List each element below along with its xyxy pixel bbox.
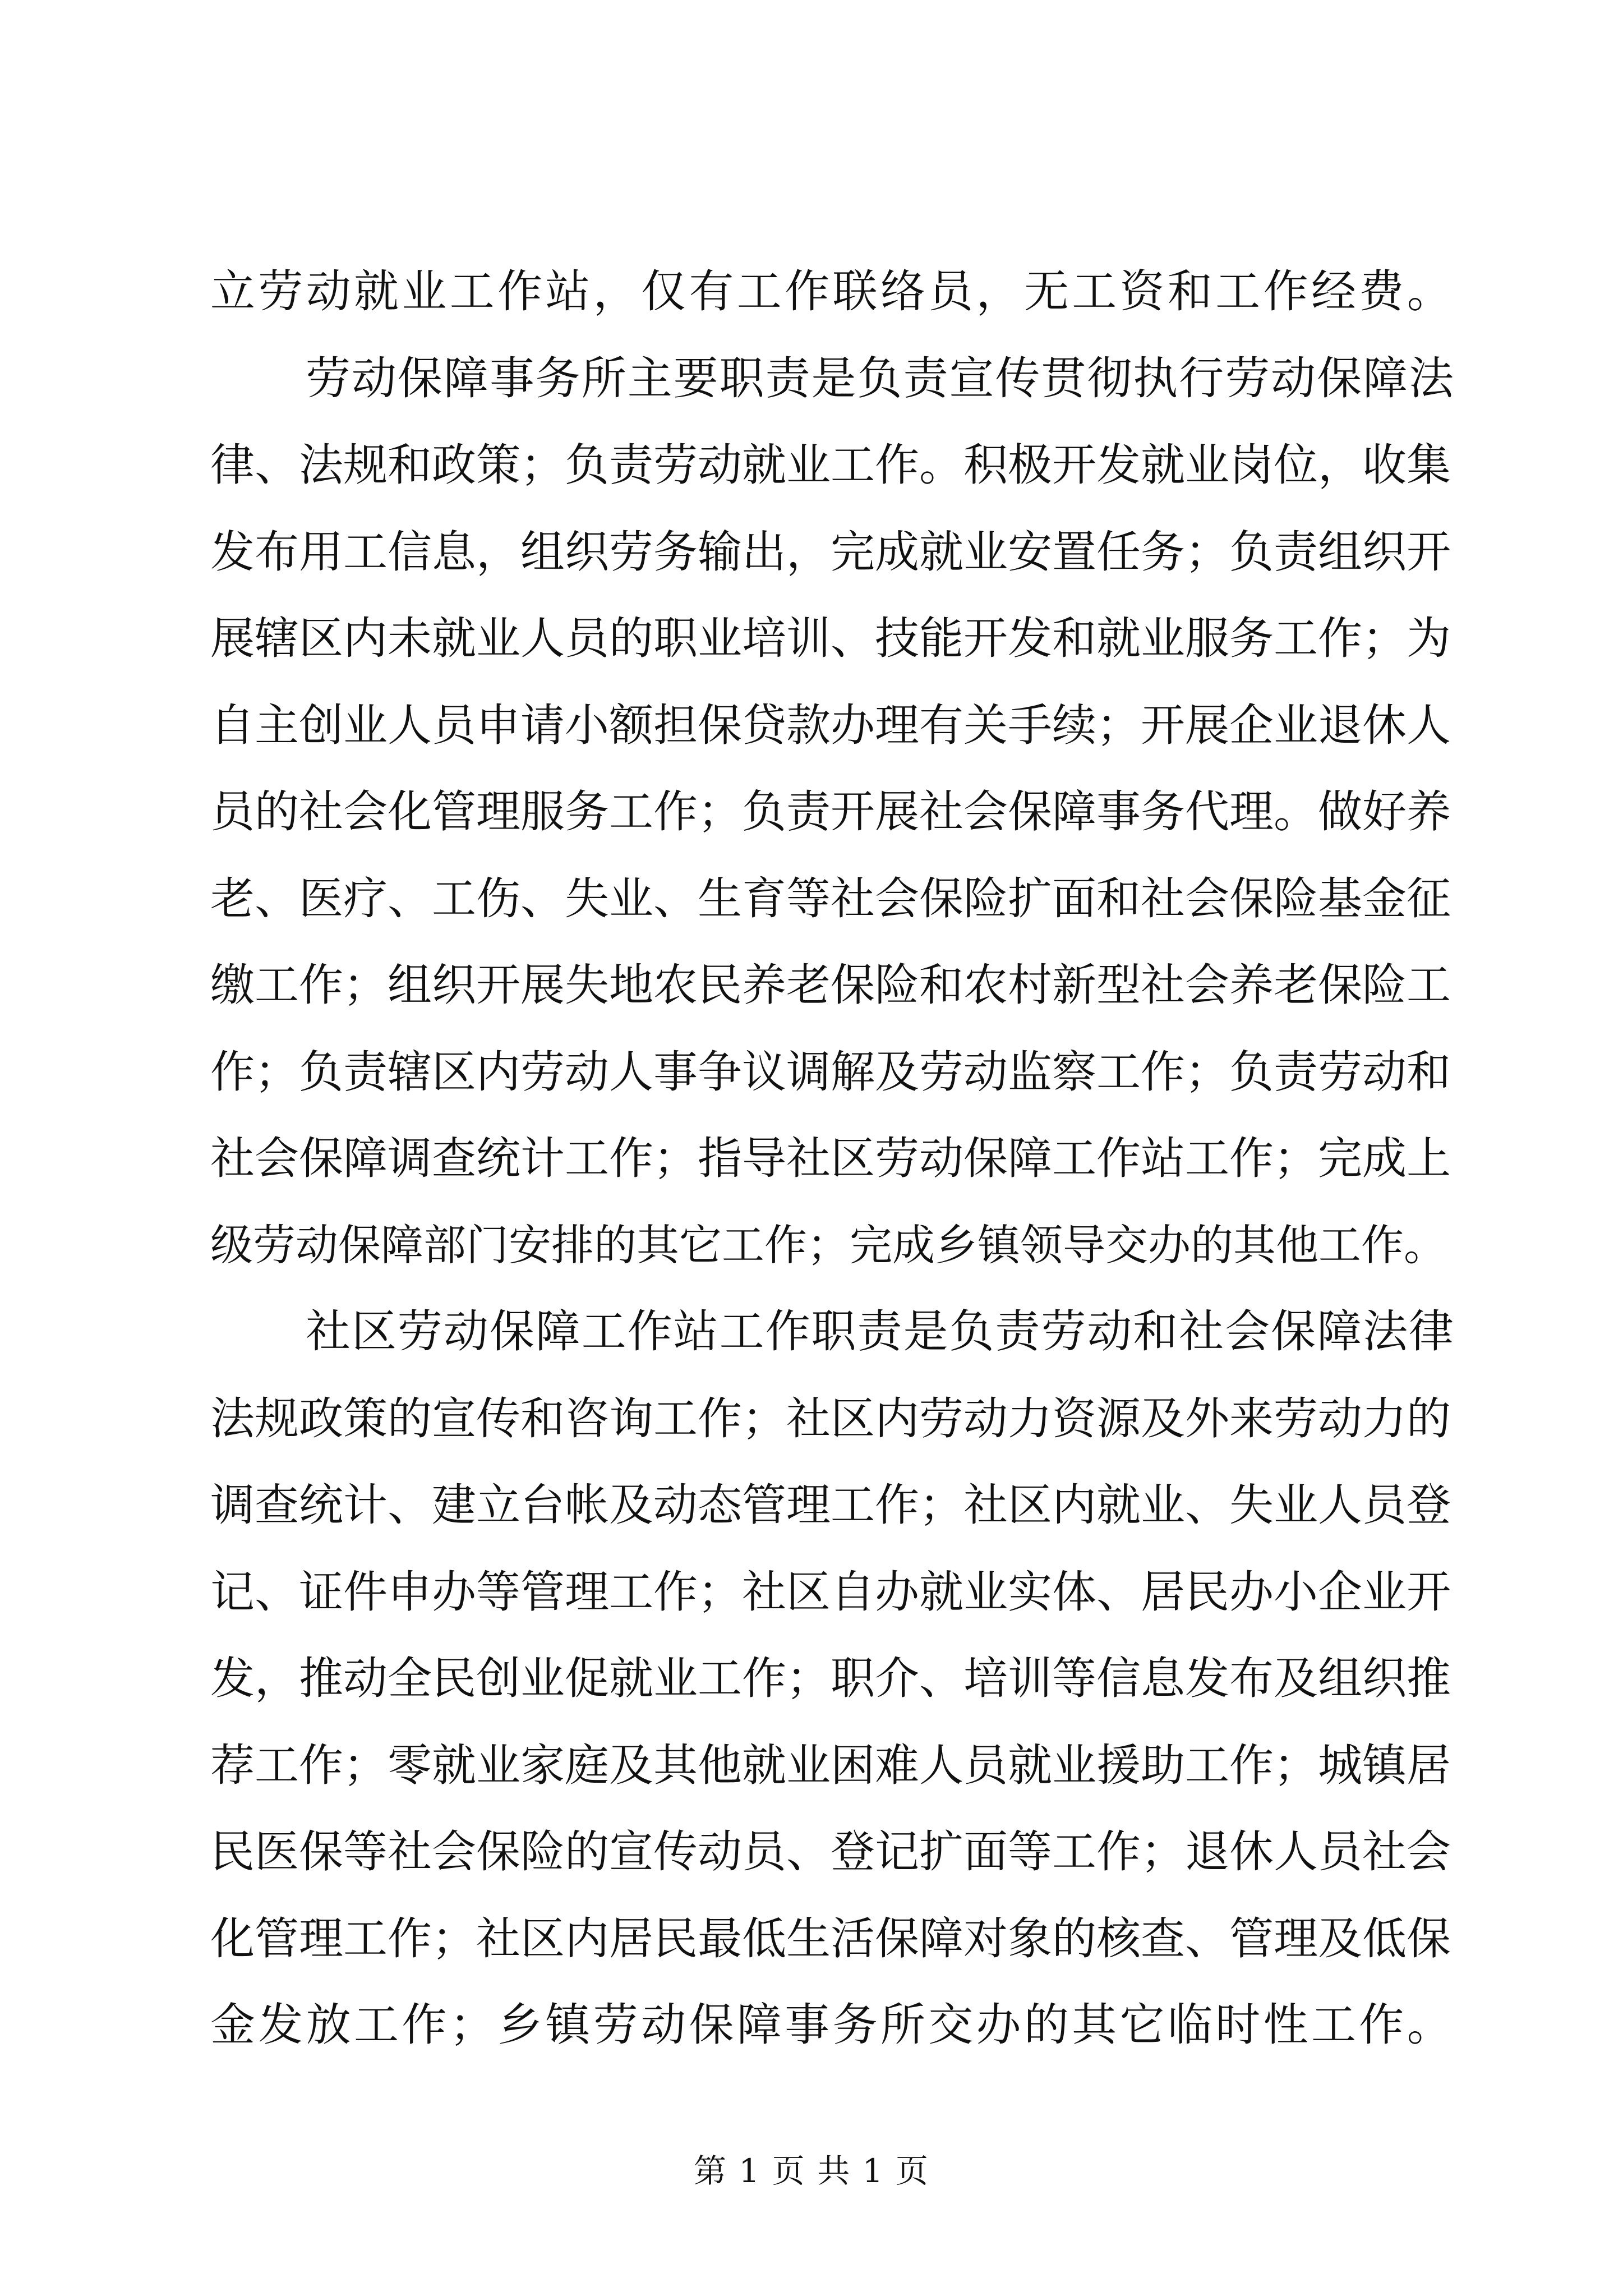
text-line: 员的社会化管理服务工作；负责开展社会保障事务代理。做好养 [210, 786, 1451, 838]
paragraph-first-line: 劳动保障事务所主要职责是负责宣传贯彻执行劳动保障法 [306, 352, 1455, 404]
text-line: 发，推动全民创业促就业工作；职介、培训等信息发布及组织推 [210, 1653, 1451, 1704]
text-line: 缴工作；组织开展失地农民养老保险和农村新型社会养老保险工 [210, 959, 1451, 1011]
text-line: 发布用工信息，组织劳务输出，完成就业安置任务；负责组织开 [210, 526, 1451, 578]
text-line: 律、法规和政策；负责劳动就业工作。积极开发就业岗位，收集 [210, 439, 1451, 491]
page-footer: 第 1 页 共 1 页 [694, 2152, 929, 2190]
text-line: 化管理工作；社区内居民最低生活保障对象的核查、管理及低保 [210, 1913, 1451, 1964]
text-line: 立劳动就业工作站，仅有工作联络员，无工资和工作经费。 [210, 265, 1455, 318]
text-line: 荐工作；零就业家庭及其他就业困难人员就业援助工作；城镇居 [210, 1740, 1451, 1791]
text-line: 自主创业人员申请小额担保贷款办理有关手续；开展企业退休人 [210, 700, 1451, 751]
text-line: 社会保障调查统计工作；指导社区劳动保障工作站工作；完成上 [210, 1133, 1451, 1184]
paragraph-first-line: 社区劳动保障工作站工作职责是负责劳动和社会保障法律 [306, 1305, 1455, 1358]
text-line: 记、证件申办等管理工作；社区自办就业实体、居民办小企业开 [210, 1566, 1451, 1618]
text-line: 调查统计、建立台帐及动态管理工作；社区内就业、失业人员登 [210, 1479, 1451, 1531]
text-line: 金发放工作；乡镇劳动保障事务所交办的其它临时性工作。 [210, 1999, 1455, 2051]
text-line: 老、医疗、工伤、失业、生育等社会保险扩面和社会保险基金征 [210, 873, 1451, 924]
text-line: 民医保等社会保险的宣传动员、登记扩面等工作；退休人员社会 [210, 1826, 1451, 1878]
text-line: 作；负责辖区内劳动人事争议调解及劳动监察工作；负责劳动和 [210, 1046, 1451, 1098]
text-line: 展辖区内未就业人员的职业培训、技能开发和就业服务工作；为 [210, 613, 1451, 664]
text-line: 级劳动保障部门安排的其它工作；完成乡镇领导交办的其他工作。 [210, 1220, 1446, 1270]
text-line: 法规政策的宣传和咨询工作；社区内劳动力资源及外来劳动力的 [210, 1393, 1451, 1444]
